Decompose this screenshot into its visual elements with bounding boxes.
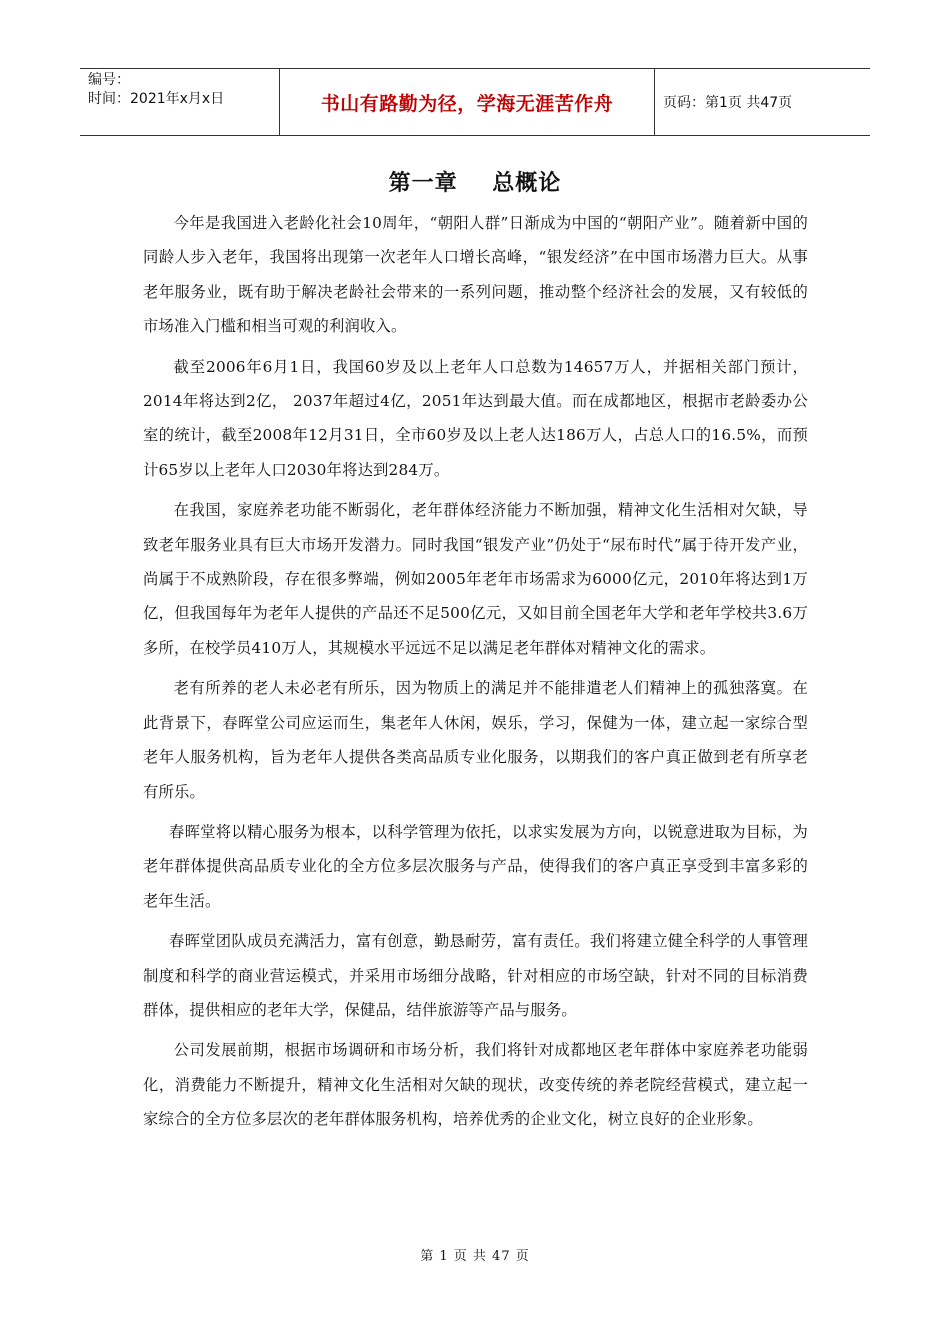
header-page-info xyxy=(655,69,870,135)
paragraph-1: 今年是我国进入老龄化社会10周年，“朝阳人群”日渐成为中国的“朝阳产业”。随着新中国的同龄人步入老年，我国将出现第一次老年人口增长高峰，“银发经济”在中国市场潜力巨大。从事老年服务业，既有助于解决老龄社会带来的一系列问题，推动整个经济社会的发展，又有较低的市场准入门槛和相当可观的利润收入。 xyxy=(143,214,808,336)
page-footer: 第 1 页 共 47 页 xyxy=(420,1249,530,1264)
document-number-label: 编号： xyxy=(88,72,130,88)
header-motto-cell xyxy=(280,69,655,135)
motto-text: 书山有路勤为径，学海无涯苦作舟 xyxy=(320,92,614,115)
page-header xyxy=(80,68,870,136)
paragraph-4: 老有所养的老人未必老有所乐，因为物质上的满足并不能排遣老人们精神上的孤独落寞。在此背景下，春晖堂公司应运而生，集老年人休闲，娱乐，学习，保健为一体，建立起一家综合型老年人服务机构，旨为老年人提供各类高品质专业化服务，以期我们的客户真正做到老有所享老有所乐。 xyxy=(143,679,808,801)
paragraph-7: 公司发展前期，根据市场调研和市场分析，我们将针对成都地区老年群体中家庭养老功能弱化，消费能力不断提升，精神文化生活相对欠缺的现状，改变传统的养老院经营模式，建立起一家综合的全方位多层次的老年群体服务机构，培养优秀的企业文化，树立良好的企业形象。 xyxy=(143,1041,808,1129)
paragraph-3: 在我国，家庭养老功能不断弱化，老年群体经济能力不断加强，精神文化生活相对欠缺，导致老年服务业具有巨大市场开发潜力。同时我国“银发产业”仍处于“尿布时代”属于待开发产业，尚属于不成熟阶段，存在很多弊端，例如2005年老年市场需求为6000亿元，2010年将达到1万亿，但我国每年为老年人提供的产品还不足500亿元，又如目前全国老年大学和老年学校共3.6万多所，在校学员410万人，其规模水平远远不足以满足老年群体对精神文化的需求。 xyxy=(143,501,808,657)
paragraph-5: 春晖堂将以精心服务为根本，以科学管理为依托，以求实发展为方向，以锐意进取为目标，为老年群体提供高品质专业化的全方位多层次服务与产品，使得我们的客户真正享受到丰富多彩的老年生活。 xyxy=(143,822,808,910)
document-date: 时间：2021年x月x日 xyxy=(88,91,225,107)
page-info-text: 页码：第1页 共47页 xyxy=(663,95,793,111)
body-content xyxy=(143,206,808,1143)
paragraph-2: 截至2006年6月1日，我国60岁及以上老年人口总数为14657万人，并据相关部门预计，2014年将达到2亿， 2037年超过4亿，2051年达到最大值。而在成都地区，根据市老龄委办公室的统计，截至2008年12月31日，全市60岁及以上老人达186万人，占总人口的16.5%，而预计65岁以上老年人口2030年将达到284万。 xyxy=(143,357,808,479)
chapter-title: 第一章 总概论 xyxy=(388,171,562,196)
header-meta xyxy=(80,69,280,135)
paragraph-6: 春晖堂团队成员充满活力，富有创意，勤恳耐劳，富有责任。我们将建立健全科学的人事管理制度和科学的商业营运模式，并采用市场细分战略，针对相应的市场空缺，针对不同的目标消费群体，提供相应的老年大学，保健品，结伴旅游等产品与服务。 xyxy=(143,932,808,1019)
